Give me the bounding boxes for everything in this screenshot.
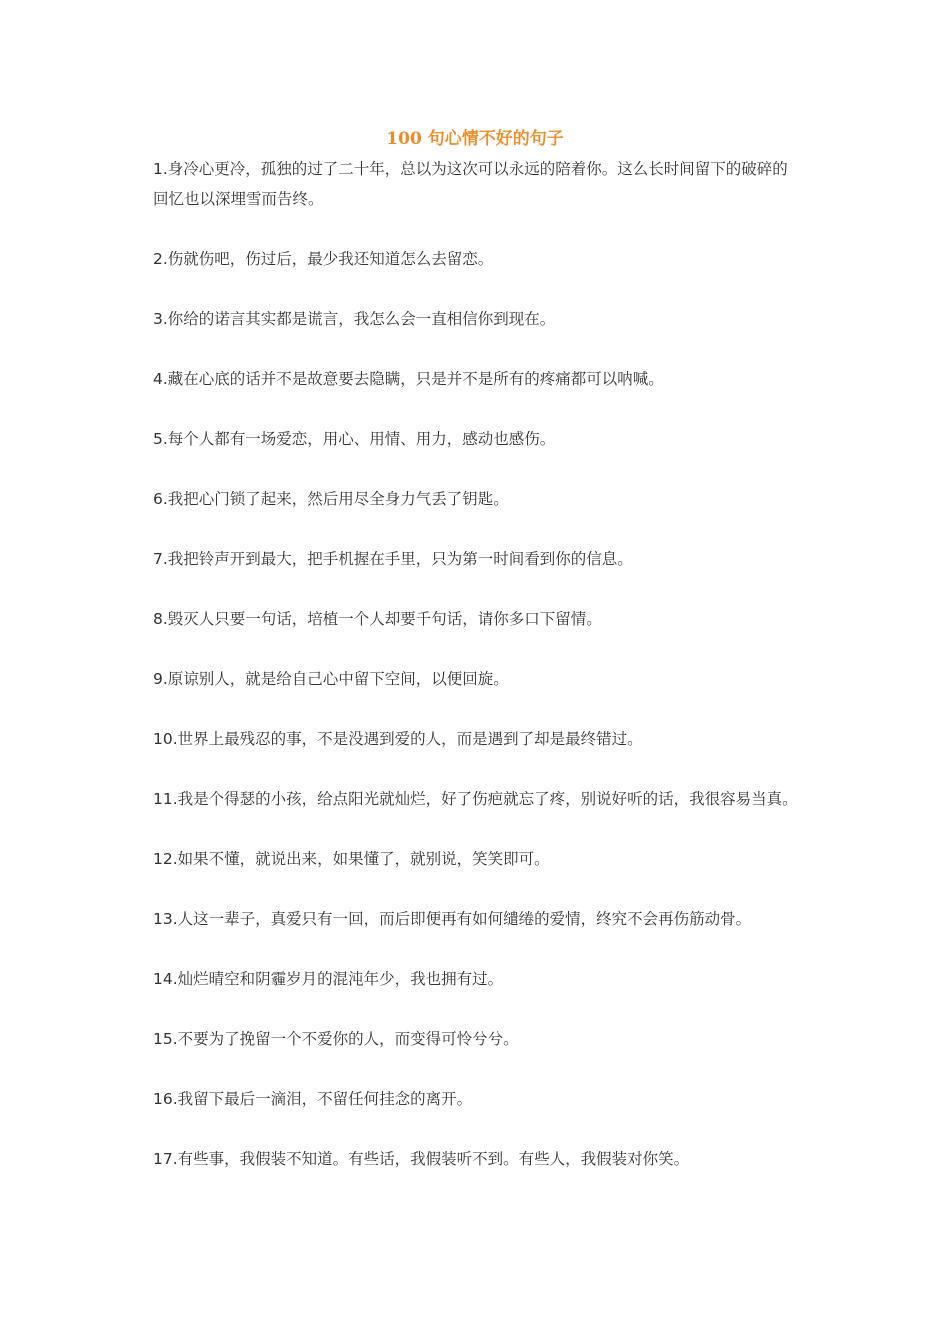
list-item: 10.世界上最残忍的事，不是没遇到爱的人，而是遇到了却是最终错过。 xyxy=(153,730,643,748)
list-item: 6.我把心门锁了起来，然后用尽全身力气丢了钥匙。 xyxy=(153,490,509,508)
list-item: 1.身冷心更冷，孤独的过了二十年，总以为这次可以永远的陪着你。这么长时间留下的破碎的回忆也以深埋雪而告终。 xyxy=(153,160,788,208)
document-title: 100 句心情不好的句子 xyxy=(386,129,564,149)
list-item: 13.人这一辈子，真爱只有一回，而后即便再有如何缱绻的爱情，终究不会再伤筋动骨。 xyxy=(153,910,752,928)
list-item: 7.我把铃声开到最大，把手机握在手里，只为第一时间看到你的信息。 xyxy=(153,550,633,568)
list-item: 3.你给的诺言其实都是谎言，我怎么会一直相信你到现在。 xyxy=(153,310,556,328)
list-item: 15.不要为了挽留一个不爱你的人，而变得可怜兮兮。 xyxy=(153,1030,519,1048)
list-item: 2.伤就伤吧，伤过后，最少我还知道怎么去留恋。 xyxy=(153,250,494,268)
list-item: 8.毁灭人只要一句话，培植一个人却要千句话，请你多口下留情。 xyxy=(153,610,602,628)
list-item: 14.灿烂晴空和阴霾岁月的混沌年少，我也拥有过。 xyxy=(153,970,504,988)
document-body xyxy=(153,154,803,1204)
list-item: 17.有些事，我假装不知道。有些话，我假装听不到。有些人，我假装对你笑。 xyxy=(153,1150,690,1168)
list-item: 16.我留下最后一滴泪，不留任何挂念的离开。 xyxy=(153,1090,473,1108)
list-item: 9.原谅别人，就是给自己心中留下空间，以便回旋。 xyxy=(153,670,509,688)
list-item: 4.藏在心底的话并不是故意要去隐瞒，只是并不是所有的疼痛都可以呐喊。 xyxy=(153,370,664,388)
list-item: 11.我是个得瑟的小孩，给点阳光就灿烂，好了伤疤就忘了疼，别说好听的话，我很容易当真。 xyxy=(153,790,798,808)
list-item: 5.每个人都有一场爱恋，用心、用情、用力，感动也感伤。 xyxy=(153,430,556,448)
list-item: 12.如果不懂，就说出来，如果懂了，就别说，笑笑即可。 xyxy=(153,850,550,868)
